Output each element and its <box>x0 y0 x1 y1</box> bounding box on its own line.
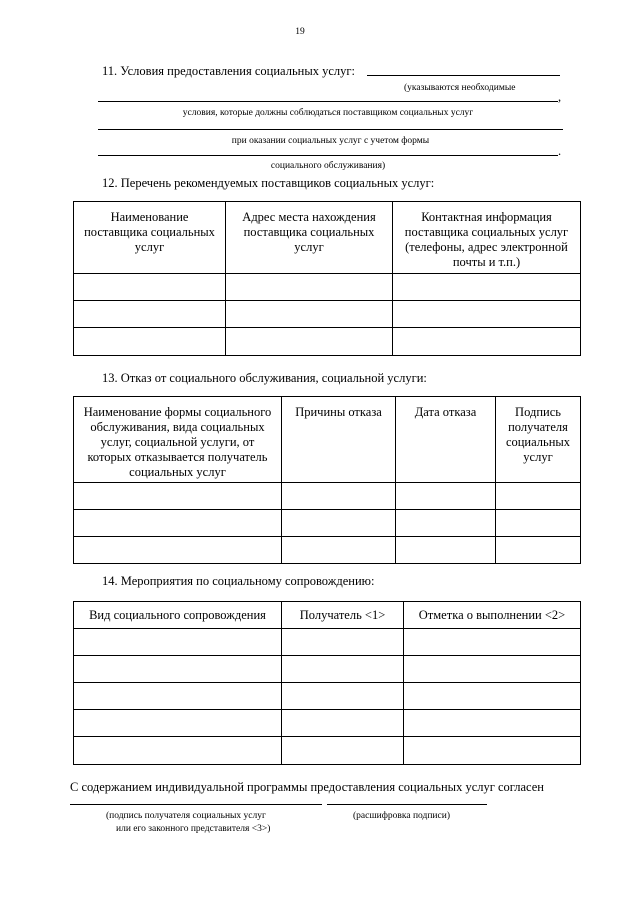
section-11-note: при оказании социальных услуг с учетом формы <box>231 136 430 146</box>
support-table <box>73 601 581 765</box>
section-11-note: (указываются необходимые <box>404 83 516 93</box>
signature-caption: (подпись получателя социальных услуг <box>106 811 266 821</box>
table-cell[interactable] <box>496 510 581 537</box>
header-cell: Отметка о выполнении <2> <box>404 602 581 629</box>
header-cell: Адрес места нахождения поставщика социальных услуг <box>226 202 393 274</box>
table-cell[interactable] <box>404 656 581 683</box>
table-cell[interactable] <box>396 510 496 537</box>
section-11-note: условия, которые должны соблюдаться поставщиком социальных услуг <box>182 108 474 118</box>
table-cell[interactable] <box>496 537 581 564</box>
table-cell[interactable] <box>74 537 282 564</box>
table-cell[interactable] <box>74 629 282 656</box>
table-cell[interactable] <box>74 483 282 510</box>
fill-line[interactable] <box>98 155 558 156</box>
header-cell: Наименование поставщика социальных услуг <box>74 202 226 274</box>
section-11-title: 11. Условия предоставления социальных услуг: <box>102 64 355 78</box>
fill-line[interactable] <box>98 101 558 102</box>
section-12-title: 12. Перечень рекомендуемых поставщиков социальных услуг: <box>102 176 435 190</box>
table-cell[interactable] <box>74 274 226 301</box>
signature-line[interactable] <box>70 804 322 805</box>
table-cell[interactable] <box>226 301 393 328</box>
table-cell[interactable] <box>74 328 226 356</box>
table-cell[interactable] <box>282 483 396 510</box>
table-row <box>74 683 581 710</box>
period: . <box>558 144 562 158</box>
header-cell: Подпись получателя социальных услуг <box>496 397 581 483</box>
table-cell[interactable] <box>74 737 282 765</box>
table-row <box>74 328 581 356</box>
table-cell[interactable] <box>404 710 581 737</box>
table-row <box>74 710 581 737</box>
table-row <box>74 537 581 564</box>
table-cell[interactable] <box>74 656 282 683</box>
table-cell[interactable] <box>393 301 581 328</box>
table-row <box>74 737 581 765</box>
table-cell[interactable] <box>74 683 282 710</box>
table-cell[interactable] <box>393 274 581 301</box>
header-cell: Контактная информация поставщика социальных услуг (телефоны, адрес электронной почты и т.п.) <box>393 202 581 274</box>
table-cell[interactable] <box>393 328 581 356</box>
section-11-note: социального обслуживания) <box>270 161 386 171</box>
table-cell[interactable] <box>404 629 581 656</box>
table-cell[interactable] <box>282 537 396 564</box>
table-cell[interactable] <box>282 656 404 683</box>
fill-line[interactable] <box>98 129 563 130</box>
table-cell[interactable] <box>74 510 282 537</box>
refusal-table <box>73 396 581 564</box>
table-row <box>74 629 581 656</box>
providers-table <box>73 201 581 356</box>
table-cell[interactable] <box>282 710 404 737</box>
table-header-row <box>74 397 581 483</box>
table-header-row <box>74 202 581 274</box>
decode-caption: (расшифровка подписи) <box>353 811 450 821</box>
page-number: 19 <box>295 27 305 37</box>
table-cell[interactable] <box>226 274 393 301</box>
table-cell[interactable] <box>404 737 581 765</box>
header-cell: Причины отказа <box>282 397 396 483</box>
table-row <box>74 656 581 683</box>
table-cell[interactable] <box>74 301 226 328</box>
fill-line[interactable] <box>367 75 560 76</box>
table-row <box>74 483 581 510</box>
section-14-title: 14. Мероприятия по социальному сопровождению: <box>102 574 375 588</box>
table-row <box>74 510 581 537</box>
comma: , <box>558 90 562 104</box>
table-cell[interactable] <box>226 328 393 356</box>
table-cell[interactable] <box>282 629 404 656</box>
signature-caption: или его законного представителя <3>) <box>116 824 271 834</box>
section-13-title: 13. Отказ от социального обслуживания, социальной услуги: <box>102 371 427 385</box>
table-header-row <box>74 602 581 629</box>
table-cell[interactable] <box>396 483 496 510</box>
table-cell[interactable] <box>396 537 496 564</box>
table-row <box>74 301 581 328</box>
header-cell: Наименование формы социального обслуживания, вида социальных услуг, социальной услуги, от которых отказывается получатель социальных услуг <box>74 397 282 483</box>
table-cell[interactable] <box>282 683 404 710</box>
table-row <box>74 274 581 301</box>
agreement-text: С содержанием индивидуальной программы предоставления социальных услуг согласен <box>70 780 544 794</box>
header-cell: Дата отказа <box>396 397 496 483</box>
table-cell[interactable] <box>282 737 404 765</box>
table-cell[interactable] <box>74 710 282 737</box>
table-cell[interactable] <box>404 683 581 710</box>
signature-decode-line[interactable] <box>327 804 487 805</box>
header-cell: Вид социального сопровождения <box>74 602 282 629</box>
table-cell[interactable] <box>496 483 581 510</box>
header-cell: Получатель <1> <box>282 602 404 629</box>
table-cell[interactable] <box>282 510 396 537</box>
